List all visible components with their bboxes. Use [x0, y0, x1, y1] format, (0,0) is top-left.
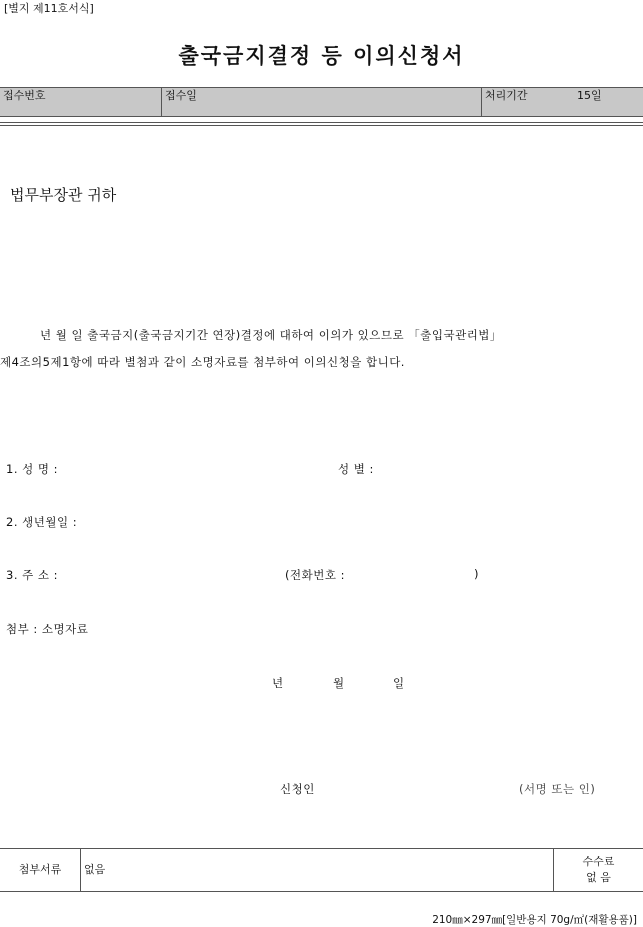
address-label: 3. 주 소 : — [6, 568, 59, 582]
receipt-date-label: 접수일 — [165, 89, 197, 102]
form-title: 출국금지결정 등 이의신청서 — [178, 44, 465, 68]
divider-rule-top — [0, 122, 643, 123]
divider-rule-bottom — [0, 125, 643, 126]
fee-label: 수수료 — [582, 855, 615, 868]
gender-label: 성 별 : — [338, 462, 374, 476]
fee-value: 없 음 — [586, 871, 611, 884]
form-number: [별지 제11호서식] — [4, 2, 94, 15]
date-day: 일 — [393, 676, 405, 690]
receipt-number-label: 접수번호 — [3, 89, 46, 102]
attachment-label: 첨부 : 소명자료 — [6, 622, 89, 636]
body-line-1: 년 월 일 출국금지(출국금지기간 연장)결정에 대하여 이의가 있으므로 「출입국관리법」 — [40, 328, 502, 342]
date-month: 월 — [333, 676, 345, 690]
docs-label: 첨부서류 — [18, 863, 62, 876]
recipient: 법무부장관 귀하 — [10, 186, 117, 204]
name-label: 1. 성 명 : — [6, 462, 59, 476]
processing-period-label: 처리기간 — [485, 89, 528, 102]
phone-label: (전화번호 : — [285, 568, 345, 582]
signature-note: (서명 또는 인) — [519, 782, 596, 796]
date-year: 년 — [272, 676, 284, 690]
processing-period-cell — [481, 88, 643, 116]
receipt-date-cell — [161, 88, 481, 116]
paper-spec-footer: 210㎜×297㎜[일반용지 70g/㎡(재활용품)] — [432, 914, 637, 926]
applicant-label: 신청인 — [280, 782, 315, 796]
receipt-number-cell — [0, 88, 161, 116]
registration-bar — [0, 87, 643, 117]
processing-period-value: 15일 — [577, 89, 602, 102]
birthdate-label: 2. 생년월일 : — [6, 515, 78, 529]
body-line-2: 제4조의5제1항에 따라 별첨과 같이 소명자료를 첨부하여 이의신청을 합니다. — [0, 355, 405, 369]
docs-value: 없음 — [80, 849, 553, 891]
phone-close: ) — [474, 567, 479, 581]
fee-cell — [553, 849, 643, 891]
attachments-table — [0, 848, 643, 892]
